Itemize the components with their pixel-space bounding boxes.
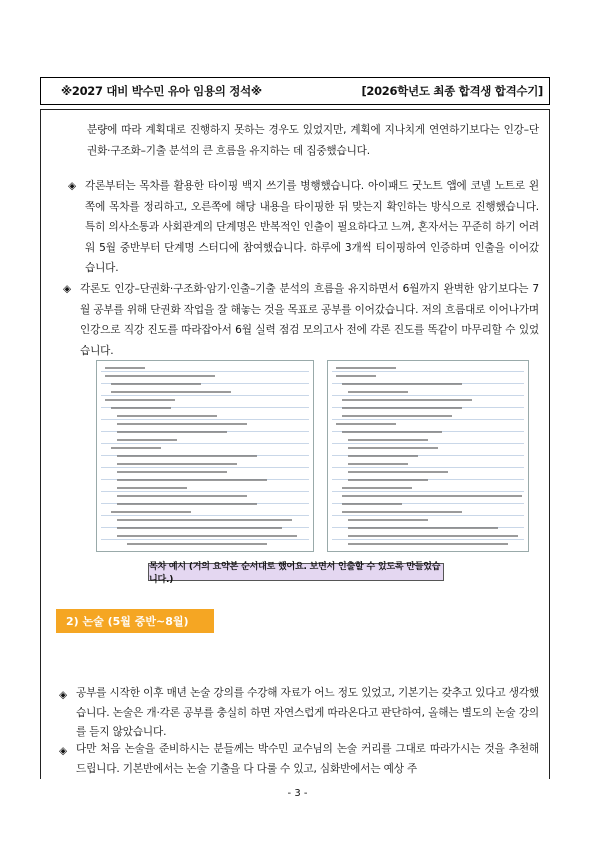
document-header xyxy=(40,77,550,105)
paragraph-continuation: 분량에 따라 계획대로 진행하지 못하는 경우도 있었지만, 계획에 지나치게 연연하기보다는 인강–단권화·구조화–기출 분석의 큰 흐름을 유지하는 데 집중했습니다. xyxy=(87,124,539,157)
paragraph-essay-background: 공부를 시작한 이후 매년 논술 강의를 수강해 자료가 어느 정도 있었고, 기본기는 갖추고 있다고 생각했습니다. 논술은 개·각론 공부를 충실히 하면 자연스럽게 따라온다고 판단하여, 올해는 별도의 논술 강의를 듣지 않았습니다. xyxy=(76,687,539,738)
paragraph-theory-flow: 각론도 인강–단권화·구조화·암기·인출–기출 분석의 흐름을 유지하면서 6월까지 완벽한 암기보다는 7월 공부를 위해 단권화 작업을 잘 해놓는 것을 목표로 공부를 이어갔습니다. 저의 흐름대로 이어나가며 인강으로 직강 진도를 따라잡아서 6월 실력 점검 모의고사 전에 각론 진도를 똑같이 마무리할 수 있었습니다. xyxy=(80,283,539,357)
paragraph-typing-practice: 각론부터는 목차를 활용한 타이핑 백지 쓰기를 병행했습니다. 아이패드 굿노트 앱에 코넬 노트로 왼쪽에 목차를 정리하고, 오른쪽에 해당 내용을 타이핑한 뒤 맞는지 확인하는 방식으로 진행했습니다. 특히 의사소통과 사회관계의 단계명은 반복적인 인출이 필요하다고 느껴, 혼자서는 꾸준히 하기 어려워 5월 중반부터 단계명 스터디에 참여했습니다. 하루에 3개씩 티이핑하여 인증하며 인출을 이어갔습니다. xyxy=(85,180,539,274)
bullet-diamond-icon: ◈ xyxy=(63,283,72,295)
image-caption: 목차 예시 (거의 요약본 순서대로 했어요. 보면서 인출할 수 있도록 만들었습니다.) xyxy=(148,563,444,581)
bullet-diamond-icon: ◈ xyxy=(59,689,68,701)
bullet-diamond-icon: ◈ xyxy=(59,745,68,757)
section-heading: 2) 논술 (5월 중반~8월) xyxy=(56,609,214,633)
paragraph-essay-recommendation: 다만 처음 논술을 준비하시는 분들께는 박수민 교수님의 논술 커리를 그대로 따라가시는 것을 추천해 드립니다. 기본반에서는 논술 기출을 다 다룰 수 있고, 심화반에서는 예상 주 xyxy=(76,743,539,775)
header-left-title: ※2027 대비 박수민 유아 임용의 정석※ xyxy=(61,84,262,98)
toc-example-image-left xyxy=(96,360,314,552)
bullet-diamond-icon: ◈ xyxy=(68,180,77,192)
page-number: - 3 - xyxy=(287,788,308,799)
toc-example-image-right xyxy=(327,360,529,552)
header-right-title: [2026학년도 최종 합격생 합격수기] xyxy=(361,84,543,98)
